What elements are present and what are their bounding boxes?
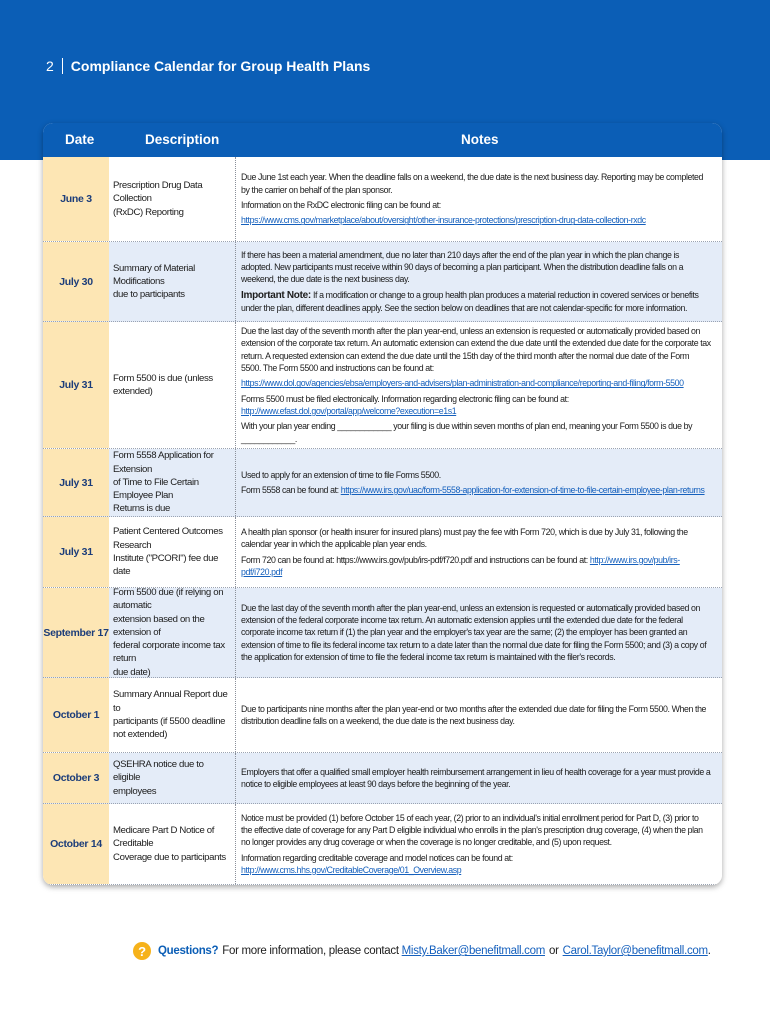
note-paragraph [241, 602, 711, 663]
note-text: A health plan sponsor (or health insurer for insured plans) must pay the fee with Form 720, which is due by July 31, following the calendar year in which the applicable plan year ends. [241, 526, 688, 550]
description-line: employees [113, 785, 157, 797]
column-divider [235, 753, 236, 803]
row-description [113, 678, 229, 752]
description-line: Summary of Material Modifications [113, 262, 195, 287]
email-link-carol[interactable]: Carol.Taylor@benefitmall.com [562, 945, 708, 957]
note-text: Due to participants nine months after the plan year-end or two months after the extended due date for filing the Form 5500. When the distribution deadline falls on a weekend, the due date is the next business day. [241, 703, 707, 726]
note-text: Form 5558 can be found at: [241, 485, 339, 495]
column-header-notes: Notes [461, 132, 499, 147]
row-date: July 31 [43, 322, 109, 448]
note-text: Forms 5500 must be filed electronically. Information regarding electronic filing can be found at: [241, 393, 569, 404]
column-divider [235, 242, 236, 321]
note-text: Due the last day of the seventh month after the plan year-end, unless an extension is requested or automatically provided based on extension of the corporate tax return. An automatic extension can extend the due date until the extended due date for the corporate tax return. A requested extension can extend the due date until the 15th day of the third month after the normal due date of the Form 5500. The Form 5500 and instructions can be found at: [241, 326, 711, 374]
note-text: Employers that offer a qualified small employer health reimbursement arrangement in lieu of health coverage for a year must provide a notice to eligible employees at least 90 days before the beginning of the year. [241, 766, 711, 789]
description-line: Prescription Drug Data Collection [113, 180, 203, 205]
note-text: Information regarding creditable coverage and model notices can be found at: [241, 852, 513, 863]
table-row [43, 517, 722, 588]
table-row [43, 753, 722, 804]
note-paragraph [241, 289, 711, 315]
header-divider [62, 58, 63, 74]
description-line: Institute ("PCORI") fee due date [113, 553, 219, 578]
column-divider [235, 517, 236, 587]
note-link[interactable]: http://www.cms.hhs.gov/CreditableCoverage/01_Overview.asp [241, 864, 462, 875]
column-divider [235, 678, 236, 752]
question-icon: ? [133, 942, 151, 960]
row-description [113, 517, 229, 587]
note-link[interactable]: http://www.irs.gov/pub/irs-pdf/i720.pdf [241, 554, 680, 577]
footer-end: . [707, 945, 711, 957]
row-description [113, 588, 229, 677]
note-link[interactable]: https://www.irs.gov/uac/form-5558-application-for-extension-of-time-to-file-certain-employee-plan-returns [340, 485, 705, 495]
row-description [113, 157, 229, 241]
row-date: July 30 [43, 242, 109, 321]
note-paragraph [241, 703, 711, 728]
description-line: extension based on the extension of [113, 613, 205, 638]
row-date: June 3 [43, 157, 109, 241]
row-description [113, 242, 229, 321]
note-paragraph [241, 325, 711, 374]
table-header [43, 123, 722, 157]
row-notes [241, 242, 711, 321]
column-divider [235, 588, 236, 677]
table-row [43, 804, 722, 885]
table-row [43, 588, 722, 678]
row-notes [241, 517, 711, 587]
description-line: federal corporate income tax return [113, 640, 225, 665]
note-paragraph [241, 766, 711, 791]
description-line: Medicare Part D Notice of Creditable [113, 825, 215, 850]
note-text: Notice must be provided (1) before October 15 of each year, (2) prior to an individual's initial enrollment period for Part D, (3) prior to the effective date of coverage for any Part D eligible individual who enrolls in the plan's prescription drug coverage, (4) when the plan no longer provides any drug coverage or when the coverage is no longer creditable, and (5) upon request. [241, 812, 703, 848]
table-row [43, 449, 722, 517]
note-paragraph [241, 199, 711, 211]
questions-label: Questions? [158, 945, 219, 957]
note-text: With your plan year ending ____________ your filing is due within seven months of plan end, meaning your Form 5500 is due by ____________. [241, 421, 693, 444]
column-divider [235, 157, 236, 241]
note-paragraph [241, 554, 711, 579]
email-link-misty[interactable]: Misty.Baker@benefitmall.com [401, 945, 545, 957]
row-description [113, 322, 229, 448]
row-notes [241, 804, 711, 884]
description-line: not extended) [113, 729, 168, 741]
row-date: July 31 [43, 517, 109, 587]
description-line: participants (if 5500 deadline [113, 716, 226, 727]
note-text: Used to apply for an extension of time to file Forms 5500. [241, 469, 441, 480]
row-notes [241, 322, 711, 448]
description-line: Patient Centered Outcomes Research [113, 526, 223, 551]
row-date: October 14 [43, 804, 109, 884]
note-text: Form 720 can be found at: https://www.irs.gov/pub/irs-pdf/f720.pdf and instructions can be found at: [241, 554, 588, 565]
description-line: QSEHRA notice due to eligible [113, 759, 204, 784]
row-date: October 1 [43, 678, 109, 752]
description-line: (RxDC) Reporting [113, 206, 184, 218]
page-header [46, 58, 370, 74]
row-notes [241, 678, 711, 752]
footer-or: or [548, 945, 559, 957]
row-date: September 17 [43, 588, 109, 677]
description-line: Form 5500 is due (unless extended) [113, 372, 213, 397]
table-row [43, 242, 722, 322]
note-paragraph [241, 852, 711, 877]
description-line: Returns is due [113, 503, 170, 515]
column-header-description: Description [145, 132, 220, 147]
note-paragraph [241, 214, 711, 226]
important-note-label: Important Note: [241, 289, 311, 301]
description-line: of Time to File Certain Employee Plan [113, 476, 199, 502]
note-paragraph [241, 420, 711, 445]
note-paragraph [241, 526, 711, 551]
table-row [43, 157, 722, 242]
row-notes [241, 157, 711, 241]
description-line: Coverage due to participants [113, 851, 226, 863]
page-title: Compliance Calendar for Group Health Plans [70, 58, 371, 74]
note-paragraph [241, 469, 711, 481]
note-text: If there has been a material amendment, due no later than 210 days after the end of the plan year in which the plan change is adopted. New participants must receive within 90 days of becoming a plan participant. When the distribution deadline falls on a weekend, the due date is the next business day. [241, 249, 684, 285]
description-line: due date) [113, 666, 151, 678]
page-number: 2 [46, 58, 54, 74]
note-paragraph [241, 249, 711, 286]
column-divider [235, 804, 236, 884]
description-line: Form 5558 Application for Extension [113, 450, 214, 475]
note-paragraph [241, 484, 711, 496]
row-date: July 31 [43, 449, 109, 516]
row-description [113, 753, 229, 803]
note-link[interactable]: http://www.efast.dol.gov/portal/app/welcome?execution=e1s1 [241, 405, 457, 416]
footer-contact [133, 942, 711, 960]
note-paragraph [241, 171, 711, 196]
table-row [43, 678, 722, 753]
note-link[interactable]: https://www.cms.gov/marketplace/about/oversight/other-insurance-protections/prescription-drug-data-collection-rxdc [241, 215, 646, 226]
table-row [43, 322, 722, 449]
column-divider [235, 449, 236, 516]
row-notes [241, 588, 711, 677]
note-text: Due June 1st each year. When the deadline falls on a weekend, the due date is the next business day. Reporting may be completed by the carrier on behalf of the plan sponsor. [241, 172, 704, 195]
note-paragraph [241, 393, 711, 418]
note-paragraph [241, 377, 711, 389]
footer-text: For more information, please contact [222, 945, 399, 957]
note-text: Information on the RxDC electronic filing can be found at: [241, 200, 441, 210]
note-text: Due the last day of the seventh month after the plan year-end, unless an extension is requested or automatically provided based on extension of the federal corporate income tax return. An automatic extension applies until the extended due date for the federal corporate income tax return if (1) the plan year and the employer's tax year are the same; (2) the employer has been granted an extension of time to file its federal income tax return to a date later than the normal due date for filing the Form 5500; and (3) a copy of the application for extension of time to file the federal income tax return is maintained with the filer's records. [241, 602, 707, 662]
row-date: October 3 [43, 753, 109, 803]
note-text: If a modification or change to a group health plan produces a material reduction in covered services or benefits under the plan, different deadlines apply. See the section below on deadlines that are not calendar-specific for more information. [241, 289, 699, 313]
row-notes [241, 449, 711, 516]
row-notes [241, 753, 711, 803]
description-line: Summary Annual Report due to [113, 689, 228, 714]
note-link[interactable]: https://www.dol.gov/agencies/ebsa/employers-and-advisers/plan-administration-and-compliance/reporting-and-filing/form-5500 [241, 378, 684, 389]
column-divider [235, 322, 236, 448]
column-header-date: Date [65, 132, 95, 147]
description-line: Form 5500 due (if relying on automatic [113, 586, 224, 612]
description-line: due to participants [113, 289, 185, 301]
row-description [113, 804, 229, 884]
compliance-table [43, 123, 722, 885]
note-paragraph [241, 812, 711, 849]
row-description [113, 449, 229, 516]
